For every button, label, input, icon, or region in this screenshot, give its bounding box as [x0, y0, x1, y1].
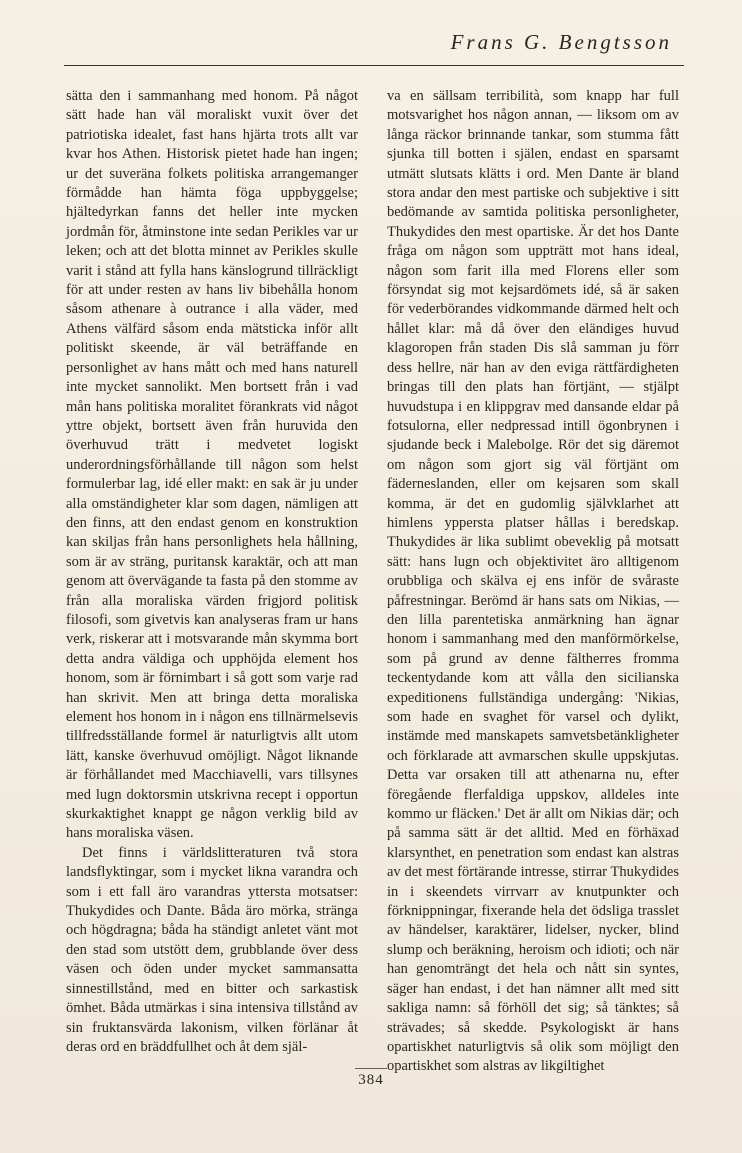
header-rule: [64, 65, 684, 66]
paragraph: Det finns i världslitteraturen två stora landsflyktingar, som i mycket likna varandra och som i ett fall äro varandras yttersta motsatser: Thukydides och Dante. Båda äro mörka, stränga och högdragna; båda ha ständigt anletet vänt mot den stad som utstött dem, grubblande över dess väsen och öden under mycket sammansatta sinnestillstånd, med en bitter och sarkastisk ömhet. Båda utmärkas i sina intensiva tillstånd av sin fruktansvärda lakonism, vilken förlänar åt deras ord en bräddfullhet och åt dem själ-: [66, 844, 358, 1055]
paragraph: sätta den i sammanhang med honom. På något sätt hade han väl moraliskt vuxit över det patriotiska idealet, fast hans hjärta trots allt var kvar hos Athen. Historisk pietet hade han ingen; ur det suveräna folkets politiska arrangemanger förmådde han hämta föga uppbyggelse; hjältedyrkan fanns det heller inte mycken jordmån för, åtminstone inte sedan Perikles var ur leken; och att det blotta minnet av Perikles skulle varit i stånd att fylla hans känslogrund tillräckligt för att under resten av hans liv bibehålla honom såsom athenare à outrance i alla väder, med Athens välfärd såsom enda mätsticka inför allt politiskt skeende, är väl beträffande en personlighet av hans mått och med hans naturell inte mycket sannolikt. Men bortsett från i vad mån hans politiska moralitet förankrats vid något yttre objekt, bortsett även från huruvida den överhuvud trätt i medvetet logiskt underordningsförhållande till någon som helst formulerbar lag, idé eller makt: en sak är ju under alla omständigheter klar som dagen, nämligen att den finns, att den endast genom en konstruktion kan skiljas från hans personlighets hela hållning, som är av sträng, puritansk karaktär, och att man genom att övervägande ta fasta på den stomme av från alla moraliska värden frigjord politisk filosofi, som givetvis kan analyseras fram ur hans verk, riskerar att i motsvarande mån skymma bort detta andra väldiga och upphöjda element hos honom, som är förnimbart i så gott som varje rad han skrivit. Men att bringa detta moraliska element hos honom in i någon ens tillnärmelsevis tillfredsställande formel är naturligtvis allt utom lätt, kanske överhuvud omöjligt. Något liknande är förhållandet med Macchiavelli, vars tillsynes med lugn doktorsmin utskrivna recept i opportun skurkaktighet knappt ge någon verklig bild av hans moraliska väsen.: [66, 88, 358, 842]
page-number: 384: [358, 1072, 384, 1088]
page-number-rule: [355, 1068, 387, 1069]
right-column: [387, 87, 679, 1077]
paragraph: va en sällsam terribilità, som knapp har full motsvarighet hos någon annan, — liksom om av långa räckor brinnande tankar, som stumma fått sjunka till botten i själen, endast en sparsamt utmätt slutsats klätts i ord. Men Dante är bland stora andar den mest partiske och subjektive i sitt bedömande av samtida politiska personligheter, Thukydides den mest opartiske. Är det hos Dante fråga om någon som uppträtt mot hans ideal, någon som farit illa med Florens eller som försyndat sig mot kejsardömets idé, så är saken för vederbörandes vidkommande därmed helt och hållet klar: må då över den eländiges huvud klagoropen från staden Dis slå samman ju förr dess hellre, när han av den eviga rättfärdigheten bringas till den plats han förtjänt, — stjälpt huvudstupa i en klippgrav med dansande eldar på fotsulorna, eller nedpressad intill ögonbrynen i sjudande beck i Malebolge. Rör det sig däremot om någon som gjort sig väl förtjänt om fäderneslanden, eller om kejsaren som skall komma, är det en gudomlig självklarhet att himlens ypperstа platser hållas i beredskap. Thukydides är lika sublimt obeveklig på motsatt sätt: hans lugn och objektivitet äro alltigenom orubbliga och skälva ej ens inför de svåraste påfrestningar. Berömd är hans sats om Nikias, — den lilla parentetiska anmärkning han ägnar honom i sammanhang med den manförmörkelse, som på grund av denne fältherres fromma teckentydande kom att vålla den sicilianska expeditionens fullständiga undergång: 'Nikias, som hade en svaghet för varsel och dylikt, instämde med manskapets samvetsbetänkligheter och förklarade att avmarschen skulle uppskjutas. Detta var orsaken till att athenarna nu, efter föregående flerfaldiga uppskov, alldeles inte kommo ur fläcken.' Det är allt om Nikias där; och på samma sätt är det alltid. Med en förhäxad klarsynthet, en penetration som endast kan alstras av det mest förtärande intresse, stirrar Thukydides in i skeendets virrvarr av knutpunkter och förknippningar, fixerande hela det ödsliga trasslet av händelser, karaktärer, lidelser, nycker, blind slump och beräkning, heroism och idioti; och när han genomträngt det hela och nått sin syntes, säger han endast, i det han nämner allt med sitt sakliga namn: så förhöll det sig; så tänktes; så strävades; så skedde. Psykologiskt är hans opartiskhet naturligtvis så olik som möjligt den opartiskhet som alstras av likgiltighet: [387, 88, 679, 1075]
left-column: [66, 87, 358, 1057]
running-header: Frans G. Bengtsson: [450, 30, 672, 54]
